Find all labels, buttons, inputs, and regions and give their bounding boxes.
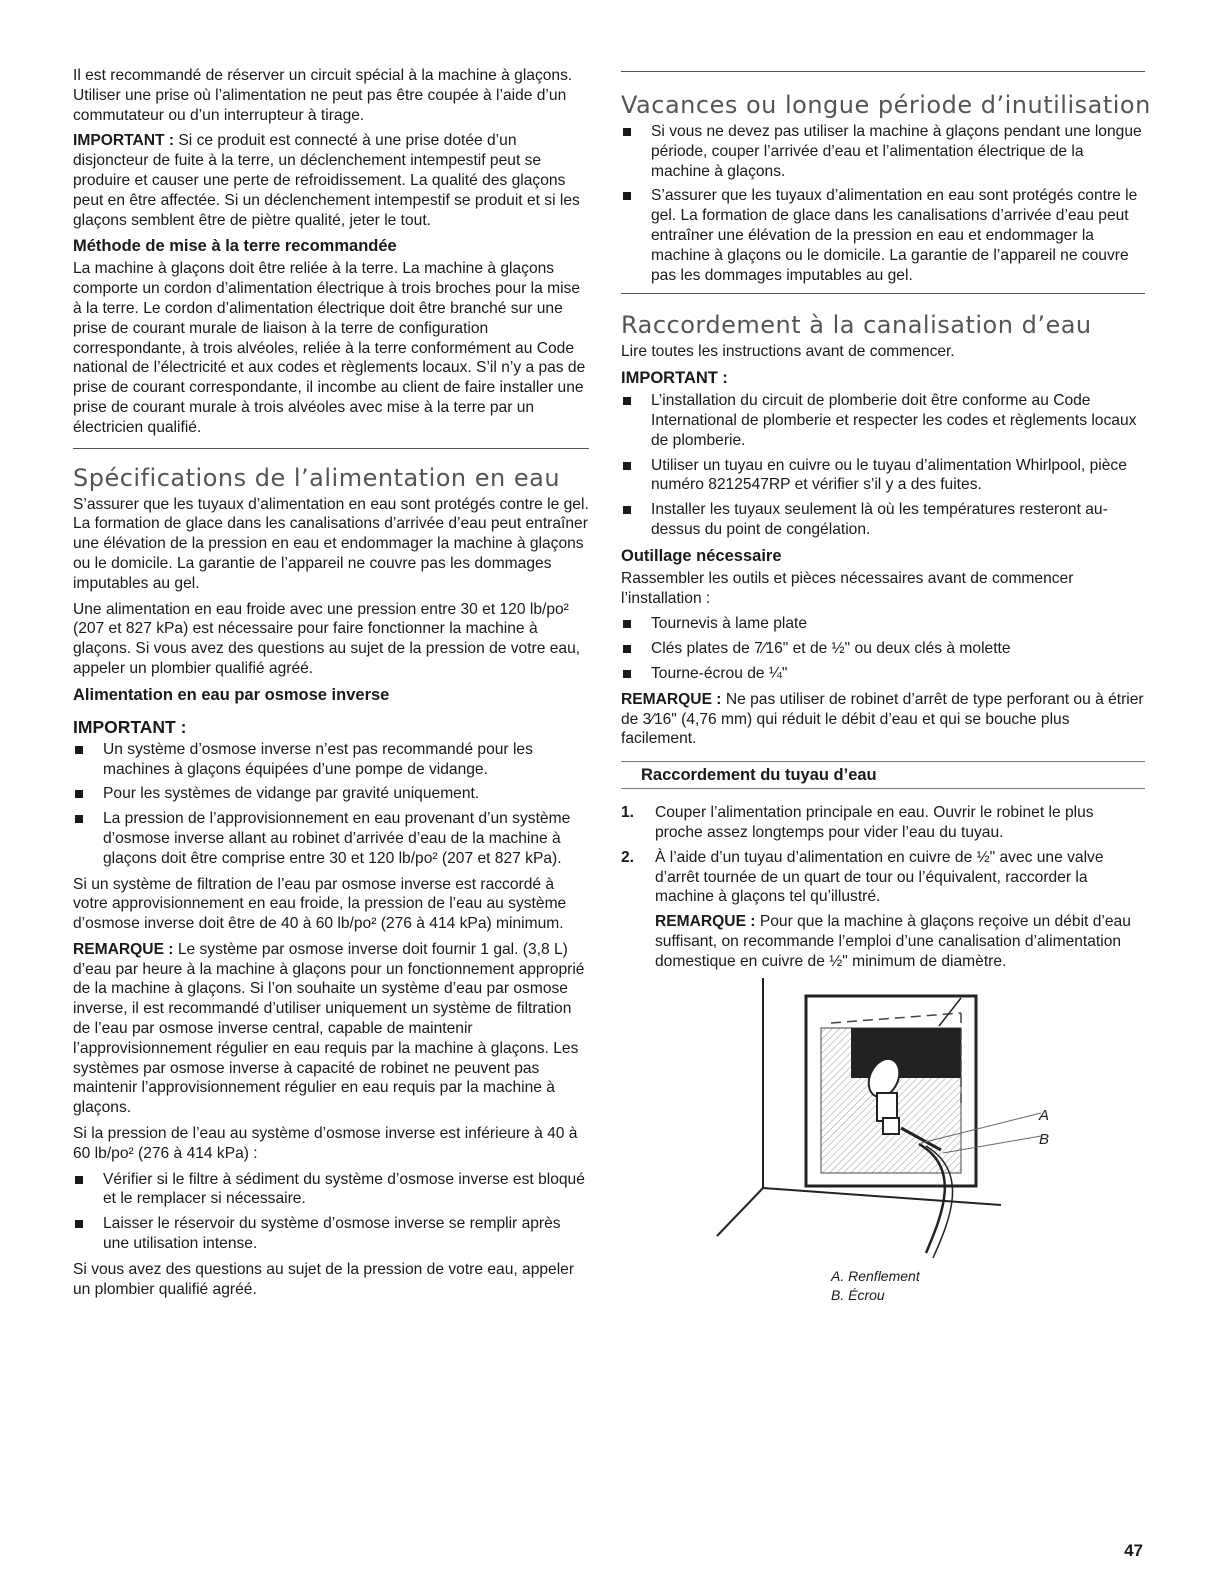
outillage-heading: Outillage nécessaire [621, 546, 782, 565]
closing-paragraph: Si vous avez des questions au sujet de la pression de votre eau, appeler un plombier qualifié agréé. [73, 1260, 575, 1298]
ro-low-pressure-paragraph: Si la pression de l’eau au système d’osmose inverse est inférieure à 40 à 60 lb/po² (276 à 414 kPa) : [73, 1125, 578, 1162]
list-item: Clés plates de 7⁄16" et de ½" ou deux clés à molette [621, 639, 1145, 659]
water-spec-paragraph-2: Une alimentation en eau froide avec une pression entre 30 et 120 lb/po² (207 et 827 kPa) est nécessaire pour faire fonctionner la machine à glaçons. Si vous avez des questions au sujet de la pression de votre eau, appeler un plombier qualifié agréé. [73, 600, 581, 677]
outillage-intro: Rassembler les outils et pièces nécessaires avant de commencer l’installation : [621, 569, 1074, 607]
step-text: À l’aide d’un tuyau d’alimentation en cuivre de ½" avec une valve d’arrêt tournée de un quart de tour ou l’équivalent, raccorder la machine à glaçons tel qu’illustré. [655, 848, 1104, 906]
step-item [621, 803, 1145, 843]
ro-heading: Alimentation en eau par osmose inverse [73, 685, 390, 704]
list-item: Installer les tuyaux seulement là où les températures resteront au-dessus du point de congélation. [621, 500, 1145, 540]
ro-important-heading: IMPORTANT : [73, 716, 187, 737]
vacances-title: Vacances ou longue période d’inutilisation [621, 91, 1151, 119]
water-spec-paragraph-1: S’assurer que les tuyaux d’alimentation en eau sont protégés contre le gel. La formation de glace dans les canalisations d’arrivée d’eau peut entraîner une élévation de la pression en eau et endommager la machine à glaçons ou le domicile. La garantie de l’appareil ne couvre pas les dommages imputables au gel. [73, 495, 589, 592]
vacances-list [621, 122, 1145, 285]
grounding-paragraph: La machine à glaçons doit être reliée à la terre. La machine à glaçons comporte un cordon d’alimentation électrique à trois broches pour la mise à la terre. Le cordon d’alimentation électrique doit être branché sur une prise de courant murale de liaison à la terre de configuration correspondante, à trois alvéoles, reliée à la terre conformément au Code national de l’électricité et aux codes et règlements locaux. S’il n’y a pas de prise de courant correspondante, il incombe au client de faire installer une prise de courant murale à trois alvéoles avec mise à la terre par un électricien qualifié. [73, 260, 586, 436]
raccord-list [621, 391, 1145, 540]
list-item: L’installation du circuit de plomberie doit être conforme au Code International de plomberie et respecter les codes et règlements locaux de plomberie. [621, 391, 1145, 450]
list-item: Laisser le réservoir du système d’osmose inverse se remplir après une utilisation intense. [73, 1214, 589, 1254]
steps-list [621, 803, 1145, 971]
list-item: Tourne-écrou de ¼" [621, 664, 1145, 684]
grounding-heading: Méthode de mise à la terre recommandée [73, 237, 397, 256]
right-column [621, 66, 1151, 1308]
raccord-important-heading: IMPORTANT : [621, 369, 728, 388]
water-connection-figure [621, 978, 1145, 1308]
subsection-bar: Raccordement du tuyau d’eau [621, 761, 1145, 789]
step-remarque [655, 912, 1145, 971]
remarque-text: Pour que la machine à glaçons reçoive un débit d’eau suffisant, on recommande l’emploi d’une canalisation d’alimentation domestique en cuivre de ½" minimum de diamètre. [655, 913, 1131, 970]
step-number: 1. [621, 804, 635, 822]
figure-label-b: B [1039, 1130, 1050, 1148]
tools-list [621, 614, 1145, 683]
important-label: IMPORTANT : [73, 132, 175, 150]
remarque-text: Ne pas utiliser de robinet d’arrêt de type perforant ou à étrier de 3⁄16" (4,76 mm) qui réduit le débit d’eau et qui se bouche plus facilement. [621, 690, 1144, 748]
figure-label-a: A [1039, 1106, 1050, 1124]
floor-edge [717, 1188, 763, 1236]
remarque-label: REMARQUE : [655, 913, 756, 931]
section-divider [73, 448, 589, 449]
raccord-intro: Lire toutes les instructions avant de commencer. [621, 343, 955, 361]
list-item: La pression de l’approvisionnement en eau provenant d’un système d’osmose inverse allant au robinet d’arrivée d’eau de la machine à glaçons doit être comprise entre 30 et 120 lb/po² (207 et 827 kPa). [73, 809, 589, 868]
remarque-label: REMARQUE : [73, 940, 174, 958]
water-spec-title: Spécifications de l’alimentation en eau [73, 463, 561, 492]
figure-caption-a: A. Renflement [831, 1267, 920, 1284]
remarque-text: Le système par osmose inverse doit fournir 1 gal. (3,8 L) d’eau par heure à la machine à glaçons pour un fonctionnement approprié de la machine à glaçons. Si l’on souhaite un système d’eau par osmose inverse, il est recommandé d’utiliser uniquement un système de filtration de l’eau par osmose inverse central, capable de maintenir l’approvisionnement régulier en eau requis par la machine à glaçons. Les systèmes par osmose inverse à capacité de robinet ne peuvent pas maintenir l’approvisionnement régulier en eau requis par la machine à glaçons. [73, 940, 585, 1117]
ro-fix-list [73, 1170, 589, 1254]
list-item: S’assurer que les tuyaux d’alimentation en eau sont protégés contre le gel. La formation de glace dans les canalisations d’arrivée d’eau peut entraîner une élévation de la pression en eau et endommager la machine à glaçons ou le domicile. La garantie de l’appareil ne couvre pas les dommages imputables au gel. [621, 186, 1145, 285]
valve-nut [883, 1118, 899, 1134]
ro-pressure-paragraph: Si un système de filtration de l’eau par osmose inverse est raccordé à votre approvisionnement en eau froide, la pression de l’eau au système d’osmose inverse doit être de 40 à 60 lb/po² (276 à 414 kPa) minimum. [73, 875, 567, 933]
step-item [621, 848, 1145, 972]
page-number: 47 [1124, 1541, 1143, 1560]
water-connection-illustration [621, 978, 1145, 1268]
floor-line [763, 1188, 1001, 1205]
list-item: Vérifier si le filtre à sédiment du système d’osmose inverse est bloqué et le remplacer si nécessaire. [73, 1170, 589, 1210]
list-item: Si vous ne devez pas utiliser la machine à glaçons pendant une longue période, couper l’arrivée d’eau et l’alimentation électrique de la machine à glaçons. [621, 122, 1145, 181]
step-text: Couper l’alimentation principale en eau. Ouvrir le robinet le plus proche assez longtemps pour vider l’eau du tuyau. [655, 804, 1094, 841]
recess-shadow [851, 1028, 961, 1078]
important-note [73, 131, 589, 230]
section-divider [621, 71, 1145, 72]
important-text: Si ce produit est connecté à une prise dotée d’un disjoncteur de fuite à la terre, un déclenchement intempestif peut se produire et causer une perte de refroidissement. La qualité des glaçons peut en être affectée. Si un déclenchement intempestif se produit et si les glaçons semblent être de piètre qualité, jeter le tout. [73, 132, 580, 229]
raccord-title: Raccordement à la canalisation d’eau [621, 311, 1092, 340]
step-number: 2. [621, 848, 635, 866]
valve-body [877, 1093, 897, 1121]
ro-remarque [73, 940, 589, 1118]
list-item: Pour les systèmes de vidange par gravité uniquement. [73, 784, 589, 804]
remarque-label: REMARQUE : [621, 690, 722, 708]
ro-bullet-list [73, 740, 589, 869]
intro-paragraph: Il est recommandé de réserver un circuit spécial à la machine à glaçons. Utiliser une prise où l’alimentation ne peut pas être coupée à l’aide d’un commutateur ou d’un interrupteur à tirage. [73, 67, 573, 124]
figure-caption-b: B. Écrou [831, 1286, 885, 1303]
list-item: Tournevis à lame plate [621, 614, 1145, 634]
list-item: Un système d’osmose inverse n’est pas recommandé pour les machines à glaçons équipées d’une pompe de vidange. [73, 740, 589, 780]
list-item: Utiliser un tuyau en cuivre ou le tuyau d’alimentation Whirlpool, pièce numéro 8212547RP et vérifier s’il y a des fuites. [621, 456, 1145, 496]
left-column [73, 66, 589, 1305]
outillage-remarque [621, 690, 1145, 749]
section-divider [621, 293, 1145, 294]
